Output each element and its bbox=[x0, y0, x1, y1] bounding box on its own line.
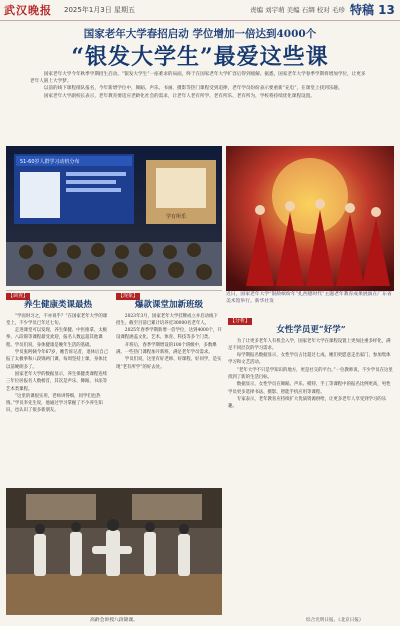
masthead bbox=[0, 0, 400, 21]
article-column-analysis bbox=[228, 318, 394, 614]
paragraph: 2023年3月，国家老年大学挂牌成立并启动线下招生。截至目前已累计培养近30000名老年人。 bbox=[116, 313, 218, 326]
section-tag: 【分析】 bbox=[230, 318, 251, 324]
paragraph: 数据显示，女性学员在舞蹈、声乐、模特、手工等课程中的报名比例更高，男性学员更多选择书法、摄影、智能手机应用等课程。 bbox=[228, 382, 391, 395]
paragraph: 2025年春季学期新增一倍学位，达到4000个，开设课程涵盖文化、艺术、体育、科技等多个门类。 bbox=[116, 328, 222, 341]
newspaper-logo: 武汉晚报 bbox=[4, 4, 52, 17]
paragraph: 学员张阿姨今年67岁，她告诉记者，退休后自己报了太极拳和八段锦两门课，每周坚持上课，身体比以前硬朗多了。 bbox=[6, 350, 109, 370]
kicker-headline: 国家老年大学春招启动 学位增加一倍达到4000个 bbox=[83, 28, 317, 40]
paragraph: 国家老年大学的数据显示，养生保健类课程连续三年位居报名人数榜首，其次是声乐、舞蹈、书法等艺术类课程。 bbox=[6, 371, 108, 392]
subheading: 爆款课堂加新班级 bbox=[134, 300, 203, 311]
taichi-class-photo bbox=[6, 488, 222, 615]
paragraph: 开班后，春季学期增设的100个班级中，多数爆满。一些热门课程加开新班，满足老年学员需求。 bbox=[116, 342, 217, 356]
paragraph: 专家表示，老年教育应持续扩大优质资源供给，让更多老年人享受到学习的乐趣。 bbox=[228, 396, 387, 410]
paragraph: “学而时习之，不亦说乎？”在国家老年大学的课堂上，不少学员已年过七旬。 bbox=[6, 313, 108, 326]
section-tag: 【现象】 bbox=[118, 293, 139, 299]
classroom-photo bbox=[6, 146, 222, 286]
paragraph: “老年大学不只是学知识的地方，更是社交的平台。”一位教师说，不少学员在这里找到了新的生活目标。 bbox=[228, 367, 393, 381]
main-headline: “银发大学生”最爱这些课 bbox=[71, 44, 329, 70]
article-column-survey bbox=[6, 293, 110, 483]
photo-screen-text: 51-60岁人群学习动机分布 bbox=[20, 159, 80, 165]
photo-caption: 高龄会讲授八段锦课。 bbox=[90, 618, 138, 623]
lead-line: 国家老年大学副校长表示，老年教育要适应老龄化社会的需求，让老年人老有所学、老有所乐、老有所为，学校将持续优化课程设置。 bbox=[39, 93, 315, 99]
source-credit: 综合光明日报、《北京日报》 bbox=[306, 618, 364, 623]
article-column-phenomenon bbox=[116, 293, 222, 483]
performance-photo bbox=[226, 146, 394, 291]
lead-line: 以前的线下课程排队报名，今年新增学位中，舞蹈、声乐、书画、摄影等热门课程受到追捧，老年学员纷纷表示要重新“充电”，在课堂上找到乐趣。 bbox=[39, 86, 343, 92]
paragraph: 走进课堂可以发现，养生保健、中医推拿、太极拳、八段锦等课程最受欢迎，报名人数远超其他课程。学员们说，身体健康是晚年生活的基础。 bbox=[6, 328, 108, 348]
paragraph: “这里的课很实用，老师讲得细，同学们也热情。”学员李先生说，他通过学习掌握了不少养生知识，也认识了很多新朋友。 bbox=[6, 393, 103, 414]
lead-paragraph bbox=[30, 71, 370, 100]
section-tag: 【调查】 bbox=[8, 293, 29, 299]
editor-credits: 责编 刘宇萌 美编 石绸 校对 毛珍 bbox=[250, 6, 345, 14]
subheading: 女性学员更“好学” bbox=[276, 325, 346, 336]
paragraph: 学员们说，这里有好老师、好课程、好同学，是实现“老有所学”的好去处。 bbox=[116, 357, 222, 370]
paragraph: 每学期报名数据显示，女性学员占比超过七成。她们更愿意走出家门，参加集体学习和文艺活动。 bbox=[228, 353, 391, 366]
photo-side-text: 学有所乐 bbox=[166, 214, 187, 220]
lead-line: 国家老年大学今年秋季学期招生启动。“银发大学生”一座难求的局面，终于在国家老年大学扩容后得到缓解。据悉，国家老年大学春季学期将增加学位，让更多老年人圆上大学梦。 bbox=[30, 72, 366, 85]
photo-caption: 近日，国家老年大学“银龄缤纷年”扎西德时代“主题老年教育成果展演在广东省美术馆举行。新华社发 bbox=[226, 292, 392, 304]
issue-date: 2025年1月3日 星期五 bbox=[64, 6, 135, 14]
section-label: 特稿 13 bbox=[350, 3, 395, 17]
divider bbox=[6, 290, 222, 291]
paragraph: 为了让更多老年人有机会入学，国家老年大学在课程设置上更加注重多样化，满足不同层次的学习需求。 bbox=[228, 338, 391, 351]
subheading: 养生健康类课最热 bbox=[23, 300, 92, 311]
